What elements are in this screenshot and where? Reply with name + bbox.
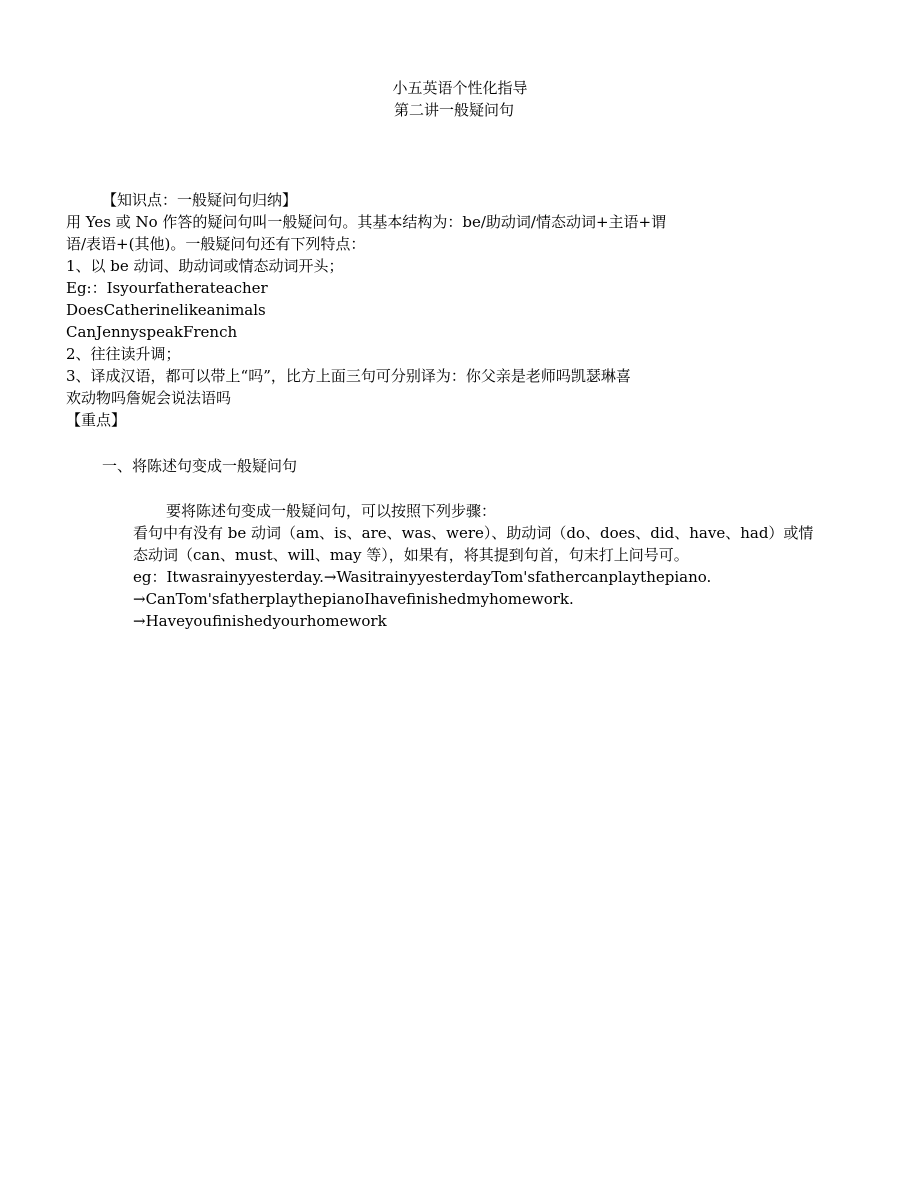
intro-line-2: 语/表语+(其他)。一般疑问句还有下列特点：	[66, 235, 366, 253]
example-2: DoesCatherinelikeanimals	[66, 301, 266, 319]
example-line-1: eg：Itwasrainyyesterday.→WasitrainyyesterdayTom'sfathercanplaythepiano.	[133, 568, 712, 586]
example-1: Eg:：Isyourfatherateacher	[66, 279, 268, 297]
document-subtitle: 第二讲一般疑问句	[394, 101, 515, 119]
section-heading-1: 一、将陈述句变成一般疑问句	[102, 457, 298, 475]
document-title: 小五英语个性化指导	[392, 79, 528, 97]
knowledge-section-heading: 【知识点：一般疑问句归纳】	[102, 191, 298, 209]
feature-3-line-2: 欢动物吗詹妮会说法语吗	[66, 389, 232, 407]
key-section-heading: 【重点】	[66, 411, 127, 429]
intro-line-1: 用 Yes 或 No 作答的疑问句叫一般疑问句。其基本结构为：be/助动词/情态动词+主语+谓	[66, 213, 667, 231]
steps-line-2: 态动词（can、must、will、may 等），如果有，将其提到句首，句末打上问号可。	[133, 546, 689, 564]
feature-1: 1、以 be 动词、助动词或情态动词开头；	[66, 257, 344, 275]
steps-intro: 要将陈述句变成一般疑问句，可以按照下列步骤：	[166, 502, 497, 520]
feature-2: 2、往往读升调；	[66, 345, 181, 363]
steps-line-1: 看句中有没有 be 动词（am、is、are、was、were）、助动词（do、does、did、have、had）或情	[133, 524, 814, 542]
example-line-2: →CanTom'sfatherplaythepianoIhavefinishedmyhomework.	[133, 590, 574, 608]
feature-3-line-1: 3、译成汉语，都可以带上“吗”，比方上面三句可分别译为：你父亲是老师吗凯瑟琳喜	[66, 367, 631, 385]
example-line-3: →Haveyoufinishedyourhomework	[133, 612, 387, 630]
example-3: CanJennyspeakFrench	[66, 323, 238, 341]
